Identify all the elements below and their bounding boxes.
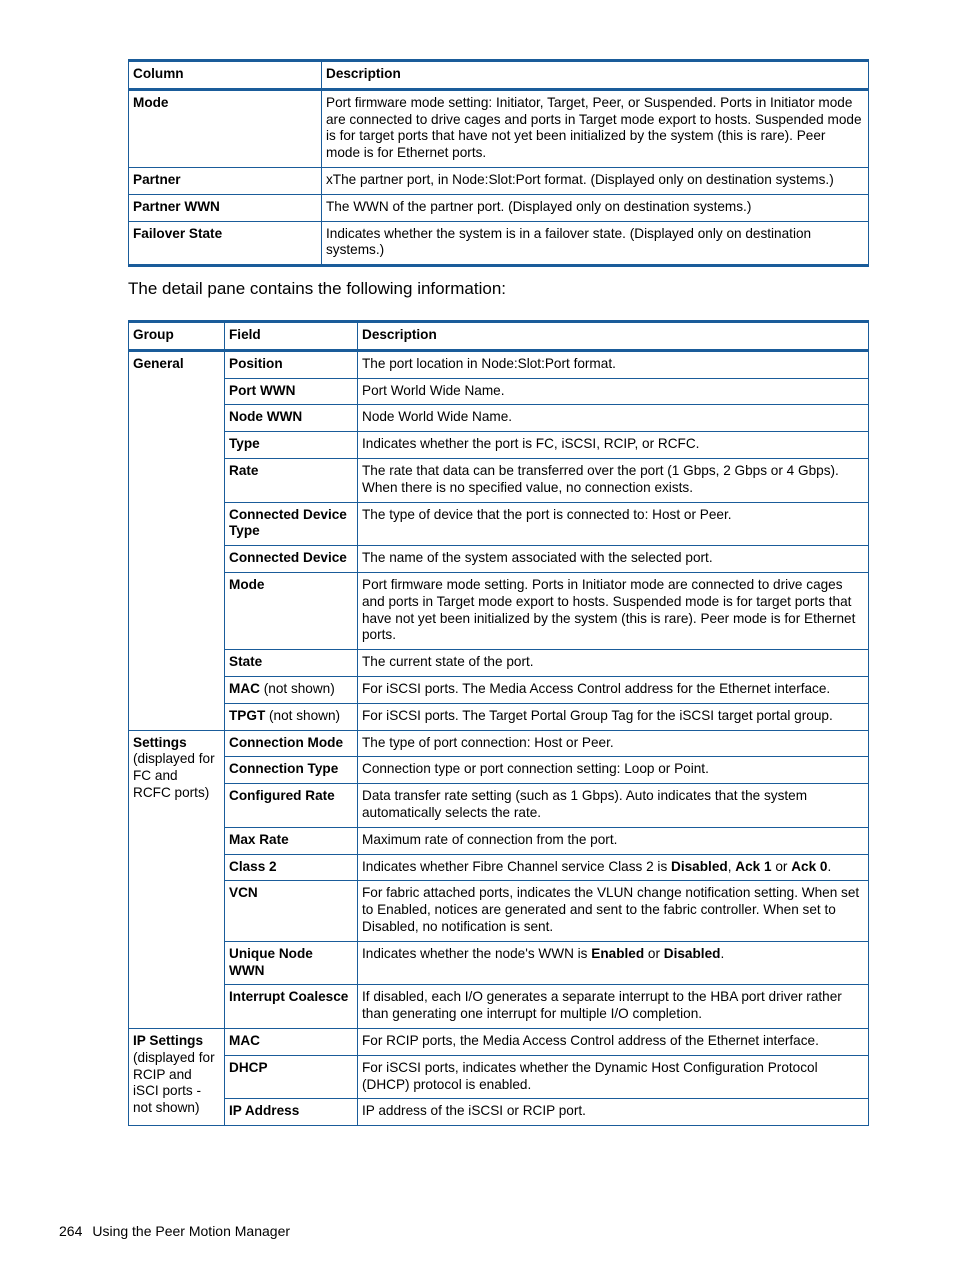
description-cell: Node World Wide Name. — [358, 405, 869, 432]
table-row — [129, 405, 869, 432]
description-cell: Connection type or port connection setting: Loop or Point. — [358, 757, 869, 784]
page-footer — [59, 1223, 290, 1239]
description-cell: The WWN of the partner port. (Displayed only on destination systems.) — [322, 194, 869, 221]
group-cell — [129, 730, 225, 1028]
field-name: Port WWN — [229, 382, 296, 398]
description-emphasis: Disabled — [671, 858, 728, 874]
field-name: MAC — [229, 680, 260, 696]
header-field: Field — [225, 322, 358, 351]
description-cell: Port firmware mode setting. Ports in Initiator mode are connected to drive cages and ports in Target mode export to hosts. Suspended mode is for target ports that have not yet been initialized by the system (this is rare). Peer mode is for Ethernet ports. — [358, 572, 869, 649]
description-cell: The rate that data can be transferred over the port (1 Gbps, 2 Gbps or 4 Gbps). When there is no specified value, no connection exists. — [358, 458, 869, 502]
field-cell — [225, 546, 358, 573]
field-cell — [225, 458, 358, 502]
description-emphasis: Disabled — [663, 945, 721, 961]
header-group: Group — [129, 322, 225, 351]
table-row — [129, 458, 869, 502]
group-note: (displayed for FC and RCFC ports) — [133, 751, 215, 800]
description-emphasis: Enabled — [591, 945, 645, 961]
table-row — [129, 757, 869, 784]
table-row — [129, 350, 869, 378]
field-cell — [225, 854, 358, 881]
description-cell: For fabric attached ports, indicates the VLUN change notification setting. When set to Enabled, notices are generated and sent to the fabric controller. When set to Disabled, no notification is sent. — [358, 881, 869, 941]
field-note: (not shown) — [263, 680, 335, 696]
field-name: State — [229, 654, 263, 670]
table-row — [129, 703, 869, 730]
description-cell: Port firmware mode setting: Initiator, Target, Peer, or Suspended. Ports in Initiator mode are connected to drive cages and ports in Target mode export to hosts. Suspended mode is for target ports that have not yet been initialized by the system (this is rare). Peer mode is for Ethernet ports. — [322, 89, 869, 167]
description-cell: If disabled, each I/O generates a separate interrupt to the HBA port driver rather than generating one interrupt for multiple I/O completion. — [358, 985, 869, 1029]
column-description-table — [128, 59, 869, 267]
detail-pane-table — [128, 320, 869, 1126]
field-cell — [225, 941, 358, 985]
field-name: Configured Rate — [229, 788, 335, 804]
field-note: (not shown) — [269, 707, 341, 723]
description-cell: Indicates whether the system is in a failover state. (Displayed only on destination systems.) — [322, 221, 869, 266]
field-name: Interrupt Coalesce — [229, 989, 349, 1005]
description-cell: The type of device that the port is connected to: Host or Peer. — [358, 502, 869, 546]
table-row — [129, 650, 869, 677]
table-row — [129, 1099, 869, 1126]
field-name: Connection Type — [229, 761, 339, 777]
table-row — [129, 854, 869, 881]
description-cell: For iSCSI ports, indicates whether the Dynamic Host Configuration Protocol (DHCP) protocol is enabled. — [358, 1055, 869, 1099]
field-name: Class 2 — [229, 858, 277, 874]
table-header-row — [129, 322, 869, 351]
page-number: 264 — [59, 1223, 83, 1239]
field-cell — [225, 676, 358, 703]
field-cell — [225, 378, 358, 405]
description-cell — [358, 941, 869, 985]
description-text: or — [771, 858, 792, 874]
field-cell — [225, 432, 358, 459]
table-row — [129, 221, 869, 266]
field-cell — [225, 572, 358, 649]
intro-text: The detail pane contains the following information: — [128, 279, 507, 298]
group-name: IP Settings — [133, 1032, 203, 1048]
field-name: Connection Mode — [229, 734, 344, 750]
table-row — [129, 89, 869, 167]
field-cell — [225, 881, 358, 941]
table-row — [129, 572, 869, 649]
field-cell — [225, 350, 358, 378]
field-name: Position — [229, 355, 283, 371]
field-cell — [225, 784, 358, 828]
field-name: Rate — [229, 462, 259, 478]
field-name: Mode — [229, 576, 265, 592]
group-name: General — [133, 355, 184, 371]
table-row — [129, 502, 869, 546]
field-name: Max Rate — [229, 831, 289, 847]
header-description: Description — [322, 61, 869, 90]
field-cell — [225, 405, 358, 432]
column-name-cell: Mode — [129, 89, 322, 167]
table-row — [129, 676, 869, 703]
description-emphasis: Ack 0 — [791, 858, 828, 874]
table-row — [129, 881, 869, 941]
description-cell: For iSCSI ports. The Media Access Control address for the Ethernet interface. — [358, 676, 869, 703]
description-cell: Maximum rate of connection from the port. — [358, 827, 869, 854]
description-emphasis: Ack 1 — [735, 858, 772, 874]
description-cell: The port location in Node:Slot:Port format. — [358, 350, 869, 378]
field-name: Node WWN — [229, 409, 303, 425]
table-row — [129, 167, 869, 194]
field-name: IP Address — [229, 1103, 300, 1119]
description-cell: The type of port connection: Host or Peer. — [358, 730, 869, 757]
table-row — [129, 378, 869, 405]
field-cell — [225, 757, 358, 784]
field-cell — [225, 650, 358, 677]
field-cell — [225, 1055, 358, 1099]
footer-section-title: Using the Peer Motion Manager — [92, 1223, 291, 1239]
description-cell: Data transfer rate setting (such as 1 Gbps). Auto indicates that the system automatically selects the rate. — [358, 784, 869, 828]
field-name: Type — [229, 436, 260, 452]
description-text: or — [644, 945, 664, 961]
table-row — [129, 432, 869, 459]
field-name: DHCP — [229, 1059, 268, 1075]
table-row — [129, 546, 869, 573]
column-name-cell: Partner — [129, 167, 322, 194]
field-name: TPGT — [229, 707, 266, 723]
field-cell — [225, 1099, 358, 1126]
description-cell: IP address of the iSCSI or RCIP port. — [358, 1099, 869, 1126]
field-cell — [225, 827, 358, 854]
table-row — [129, 827, 869, 854]
field-cell — [225, 730, 358, 757]
group-cell — [129, 1028, 225, 1125]
field-name: VCN — [229, 885, 258, 901]
column-name-cell: Failover State — [129, 221, 322, 266]
table-row — [129, 1055, 869, 1099]
table-row — [129, 784, 869, 828]
field-name: MAC — [229, 1032, 260, 1048]
description-cell — [358, 854, 869, 881]
field-cell — [225, 1028, 358, 1055]
field-cell — [225, 985, 358, 1029]
description-cell: Port World Wide Name. — [358, 378, 869, 405]
header-description: Description — [358, 322, 869, 351]
field-cell — [225, 703, 358, 730]
description-text: Indicates whether the node's WWN is — [362, 945, 592, 961]
table-header-row — [129, 61, 869, 90]
description-cell: For iSCSI ports. The Target Portal Group Tag for the iSCSI target portal group. — [358, 703, 869, 730]
description-cell: xThe partner port, in Node:Slot:Port format. (Displayed only on destination systems.) — [322, 167, 869, 194]
field-cell — [225, 502, 358, 546]
description-cell: For RCIP ports, the Media Access Control address of the Ethernet interface. — [358, 1028, 869, 1055]
group-name: Settings — [133, 734, 187, 750]
group-cell — [129, 350, 225, 730]
description-text: , — [727, 858, 736, 874]
group-note: (displayed for RCIP and iSCI ports - not shown) — [133, 1049, 215, 1116]
column-name-cell: Partner WWN — [129, 194, 322, 221]
description-text: Indicates whether Fibre Channel service Class 2 is — [362, 858, 672, 874]
field-name: Connected Device — [229, 550, 347, 566]
table-row — [129, 985, 869, 1029]
header-column: Column — [129, 61, 322, 90]
description-cell: The name of the system associated with the selected port. — [358, 546, 869, 573]
table-row — [129, 194, 869, 221]
table-row — [129, 941, 869, 985]
table-row — [129, 730, 869, 757]
description-text: . — [827, 858, 832, 874]
description-cell: The current state of the port. — [358, 650, 869, 677]
table-row — [129, 1028, 869, 1055]
description-cell: Indicates whether the port is FC, iSCSI, RCIP, or RCFC. — [358, 432, 869, 459]
description-text: . — [720, 945, 725, 961]
field-name: Connected Device Type — [229, 506, 347, 539]
field-name: Unique Node WWN — [229, 945, 313, 978]
